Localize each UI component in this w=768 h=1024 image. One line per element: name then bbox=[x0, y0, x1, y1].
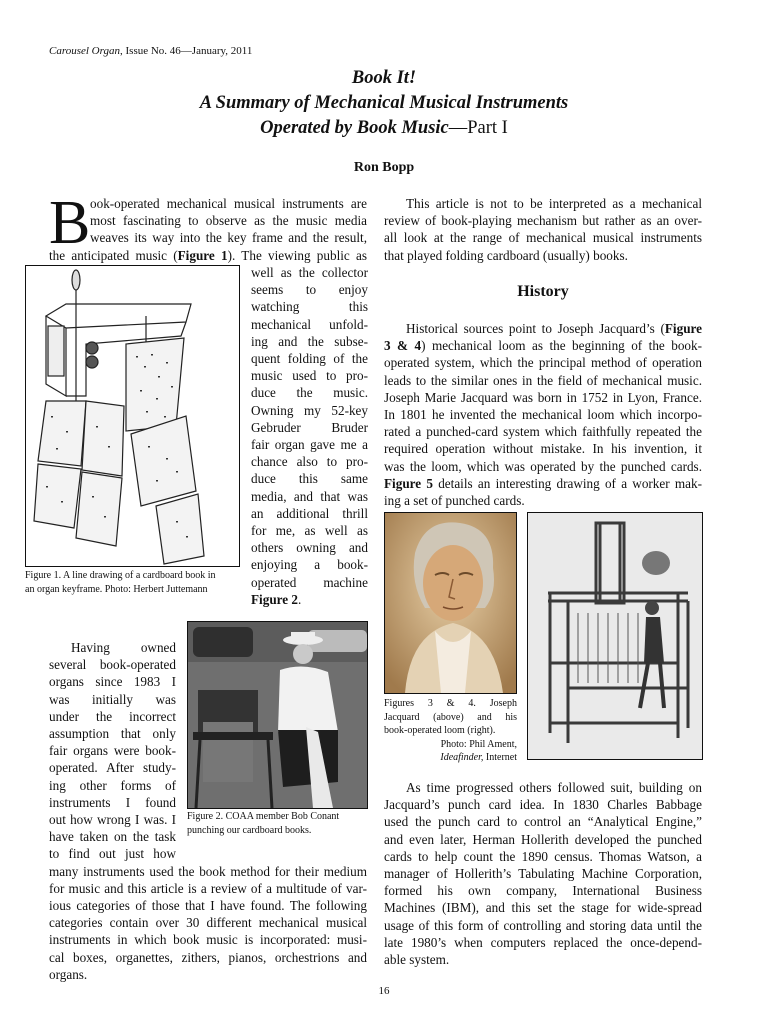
text-line: As time progressed others followed suit, building on bbox=[406, 780, 702, 795]
photo-credit-medium: Internet bbox=[483, 752, 517, 763]
right-intro-paragraph bbox=[384, 195, 702, 264]
text-line: chance also to pro- bbox=[251, 454, 368, 470]
text-line: have taken on the task bbox=[49, 829, 176, 845]
text-line: well as the collector bbox=[251, 265, 368, 280]
text-line: cards to help count the 1890 census. Thomas Watson, a bbox=[384, 848, 702, 864]
title-part: —Part I bbox=[448, 118, 508, 138]
caption-line: Jacquard (above) and his bbox=[384, 711, 517, 723]
caption-line: an organ keyframe. Photo: Herbert Juttemann bbox=[25, 583, 208, 595]
text-line: media, and that was bbox=[251, 488, 368, 504]
text-line: Owning my 52-key bbox=[251, 402, 368, 418]
text-line: duce this same bbox=[251, 471, 368, 487]
title-line-3-main: Operated by Book Music bbox=[260, 118, 449, 138]
title-line-2: A Summary of Mechanical Musical Instruments bbox=[199, 93, 569, 113]
history-paragraph bbox=[384, 320, 702, 509]
text-line: was initially was bbox=[49, 691, 176, 707]
figure-5-reference: Figure 5 bbox=[384, 475, 433, 491]
figure-3-4-reference: 3 & 4 bbox=[384, 338, 422, 354]
text-line: that played folding cardboard (usually) books. bbox=[384, 247, 628, 263]
caption-line: Figure 2. COAA member Bob Conant bbox=[187, 811, 340, 822]
text-line: most fascinating to observe as the music media bbox=[90, 213, 367, 229]
text-line: quent folding of the bbox=[251, 351, 368, 367]
text-line: Jacquard’s punch card idea. In 1830 Charles Babbage bbox=[384, 797, 702, 813]
text-line: instruments I found bbox=[49, 794, 176, 810]
figure-1-reference: Figure 1 bbox=[177, 247, 228, 263]
text-line: operated system, which the principal method of operation bbox=[384, 355, 702, 371]
jacquard-portrait bbox=[385, 513, 516, 693]
intro-paragraph-full bbox=[49, 247, 367, 264]
text-line: music used to pro- bbox=[251, 368, 368, 384]
text-line: able system. bbox=[384, 952, 450, 968]
figure-2-reference: Figure 2 bbox=[251, 591, 299, 607]
text-line: mechanical unfold- bbox=[251, 316, 368, 332]
text-line: was the loom, which was operated by the punched cards. bbox=[384, 458, 702, 474]
text-line: organs since 1983 I bbox=[49, 674, 176, 690]
text-line: duce the music. bbox=[251, 385, 368, 401]
text-line: usage of this form of controlling and storing data until the bbox=[384, 917, 702, 933]
keyframe-drawing bbox=[26, 266, 239, 566]
text-line: This article is not to be interpreted as a mechanical bbox=[406, 196, 702, 211]
caption-line: Figures 3 & 4. Joseph bbox=[384, 698, 517, 709]
page-number: 16 bbox=[378, 985, 390, 997]
drop-cap: B bbox=[49, 189, 91, 257]
text-line: In 1801 he invented the mechanical loom which incorpo- bbox=[384, 407, 702, 423]
text-line: organs. bbox=[49, 966, 88, 982]
figure-3-4-caption bbox=[384, 697, 517, 765]
text-line: late 1980’s when computers replaced the once-depend- bbox=[384, 934, 702, 950]
text-line: others owning and bbox=[251, 540, 368, 556]
text-line: to find out just how bbox=[49, 846, 176, 862]
text-line: review of book-playing mechanism but rather as an over- bbox=[384, 213, 702, 229]
photo-credit-source: Ideafinder, bbox=[440, 752, 484, 763]
text-line: used the punch card to control an “Analytical Engine,” bbox=[384, 814, 702, 830]
figure-1-image bbox=[25, 265, 240, 567]
text-line: watching this bbox=[251, 299, 368, 315]
text-span: ). The viewing public as bbox=[227, 247, 367, 263]
text-line: Machines (IBM), and this set the stage for wide-spread bbox=[384, 900, 702, 916]
caption-line: Figure 1. A line drawing of a cardboard book in bbox=[25, 570, 216, 581]
text-line: many instruments used the book method for their medium bbox=[49, 863, 367, 879]
text-span: details an interesting drawing of a worker mak- bbox=[432, 475, 702, 491]
text-line: operated machine bbox=[251, 574, 368, 590]
narrow-column-text bbox=[251, 264, 368, 608]
author-name: Ron Bopp bbox=[353, 160, 415, 175]
photo-credit: Photo: Phil Ament, bbox=[440, 738, 517, 750]
text-line: manager of Hollerith’s Tabulating Machine Corporation, bbox=[384, 866, 702, 882]
text-line: required operation without mistake. In his invention, it bbox=[384, 441, 702, 457]
magazine-name: Carousel Organ bbox=[49, 45, 120, 57]
text-line: an additional thrill bbox=[251, 505, 368, 521]
second-paragraph-full bbox=[49, 863, 367, 983]
text-line: Gebruder Bruder bbox=[251, 419, 368, 435]
text-line: fair organs were book- bbox=[49, 743, 176, 759]
text-line: operated. After study- bbox=[49, 760, 176, 776]
text-line: under the incorrect bbox=[49, 708, 176, 724]
text-span: ) mechanical loom as the beginning of the book- bbox=[421, 338, 702, 354]
text-line: ing other forms of bbox=[49, 777, 176, 793]
title-line-1: Book It! bbox=[351, 68, 417, 88]
title-line-3 bbox=[0, 118, 768, 139]
text-span: Historical sources point to Joseph Jacquard’s ( bbox=[406, 321, 665, 336]
progress-paragraph bbox=[384, 779, 702, 968]
text-line: categories contain over 30 different mechanical musical bbox=[49, 915, 367, 931]
running-header bbox=[49, 45, 252, 57]
text-line: rated a punched-card system which faithfully repeated the bbox=[384, 424, 702, 440]
caption-line: book-operated loom (right). bbox=[384, 725, 496, 736]
text-line: out how wrong I was. I bbox=[49, 812, 176, 828]
conant-photo bbox=[188, 622, 367, 808]
text-line: several book-operated bbox=[49, 657, 176, 673]
text-line: leads to the similar ones in the field of mechanical music. bbox=[384, 372, 702, 388]
text-line: fair organ gave me a bbox=[251, 437, 368, 453]
figure-2-caption bbox=[187, 810, 369, 837]
photo-credit-2 bbox=[384, 751, 517, 765]
jacquard-loom-photo bbox=[528, 513, 702, 759]
text-line: and even later, Herman Hollerith developed the punched bbox=[384, 831, 702, 847]
figure-3-reference: Figure bbox=[664, 321, 702, 336]
text-line: for music and this article is a review of a multitude of var- bbox=[49, 880, 367, 896]
caption-line: punching our cardboard books. bbox=[187, 824, 312, 836]
text-line: for me, as well as bbox=[251, 523, 368, 539]
text-line: Having owned bbox=[71, 640, 176, 655]
text-line: ing and the subse- bbox=[251, 333, 368, 349]
text-line: enjoying a book- bbox=[251, 557, 368, 573]
text-line: formed his own company, International Business bbox=[384, 883, 702, 899]
text-line: Joseph Marie Jacquard was born in 1752 in Lyon, France. bbox=[384, 389, 702, 405]
text-line: ook-operated mechanical musical instruments are bbox=[90, 196, 367, 211]
text-line: cal boxes, organettes, zithers, pianos, orchestrions and bbox=[49, 949, 367, 965]
second-paragraph-narrow bbox=[49, 639, 176, 863]
text-line: ious categories of those that I have found. The following bbox=[49, 898, 367, 913]
text-line: all look at the range of mechanical musical instruments bbox=[384, 230, 702, 246]
figure-3-image bbox=[384, 512, 517, 694]
text-line: ing a set of punched cards. bbox=[384, 493, 525, 509]
issue-info: , Issue No. 46—January, 2011 bbox=[120, 45, 253, 57]
text-line: weaves its way into the key frame and the result, bbox=[90, 230, 367, 246]
history-heading: History bbox=[517, 283, 569, 300]
text-line: seems to enjoy bbox=[251, 282, 368, 298]
figure-4-image bbox=[527, 512, 703, 760]
text-line: instruments in which book music is incorporated: musi- bbox=[49, 932, 367, 948]
figure-1-caption bbox=[25, 569, 240, 596]
figure-2-image bbox=[187, 621, 368, 809]
text-span: the anticipated music ( bbox=[49, 247, 178, 263]
text-line: assumption that only bbox=[49, 726, 176, 742]
intro-paragraph-top bbox=[90, 195, 367, 247]
text-span: . bbox=[298, 591, 302, 607]
